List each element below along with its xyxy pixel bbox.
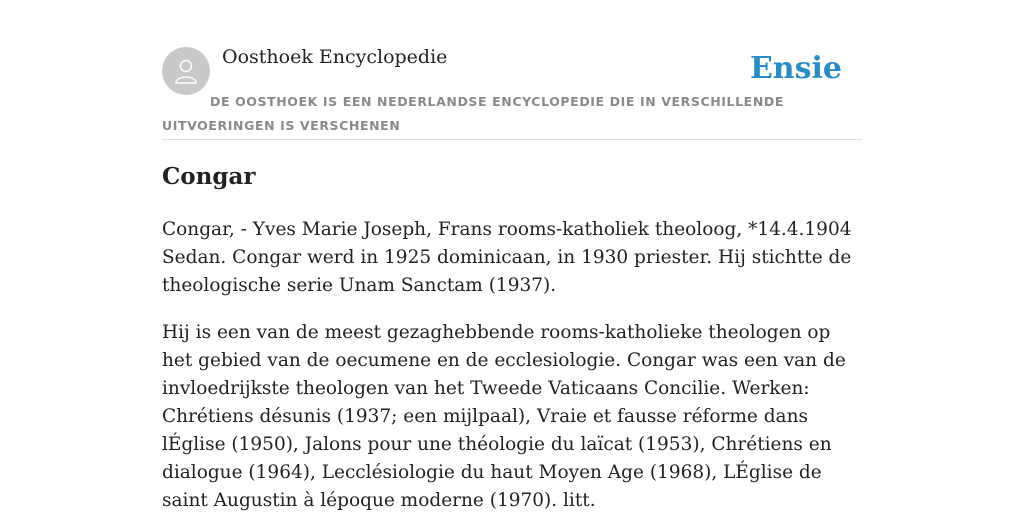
site-header xyxy=(162,0,862,140)
avatar[interactable] xyxy=(162,47,210,95)
site-tagline: DE OOSTHOEK IS EEN NEDERLANDSE ENCYCLOPEDIE DIE IN VERSCHILLENDE UITVOERINGEN IS VERSCHENEN xyxy=(162,94,784,133)
article-paragraph: Hij is een van de meest gezaghebbende rooms-katholieke theologen op het gebied van de oecumene en de ecclesiologie. Congar was een van de invloedrijkste theologen van het Tweede Vaticaans Concilie. Werken: Chrétiens désunis (1937; een mijlpaal), Vraie et fausse réforme dans lÉglise (1950), Jalons pour une théologie du laïcat (1953), Chrétiens en dialogue (1964), Lecclésiologie du haut Moyen Age (1968), LÉglise de saint Augustin à lépoque moderne (1970). litt. xyxy=(162,322,846,511)
page-container xyxy=(162,0,862,140)
article-paragraph: Congar, - Yves Marie Joseph, Frans rooms-katholiek theoloog, *14.4.1904 Sedan. Congar werd in 1925 dominicaan, in 1930 priester. Hij stichtte de theologische serie Unam Sanctam (1937). xyxy=(162,219,852,296)
article-body xyxy=(162,216,862,512)
user-icon xyxy=(171,56,201,86)
page-title: Congar xyxy=(162,163,256,190)
ensie-logo-link[interactable]: Ensie xyxy=(749,51,842,86)
site-name-link[interactable]: Oosthoek Encyclopedie xyxy=(222,46,448,68)
